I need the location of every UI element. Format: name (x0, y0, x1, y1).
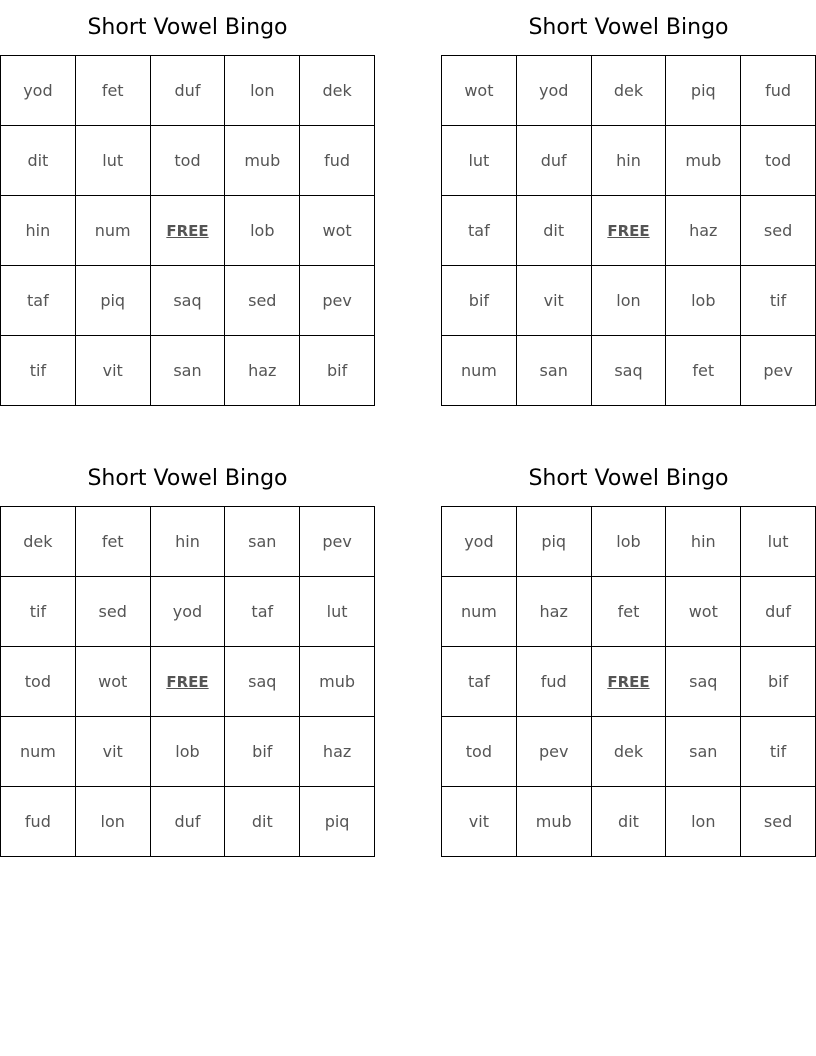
bingo-cell: fet (592, 577, 667, 647)
bingo-cell: lut (300, 577, 375, 647)
bingo-cell: tod (741, 126, 816, 196)
bingo-cell: fud (741, 56, 816, 126)
bingo-cell: pev (300, 507, 375, 577)
bingo-cell: vit (76, 717, 151, 787)
bingo-cell: dek (300, 56, 375, 126)
bingo-cell: duf (741, 577, 816, 647)
bingo-cell: yod (442, 507, 517, 577)
bingo-cell: san (225, 507, 300, 577)
bingo-cell: saq (666, 647, 741, 717)
bingo-cell: yod (517, 56, 592, 126)
bingo-cell: piq (666, 56, 741, 126)
bingo-cell: piq (517, 507, 592, 577)
bingo-cell: tod (442, 717, 517, 787)
bingo-cell: taf (225, 577, 300, 647)
bingo-cell: hin (666, 507, 741, 577)
bingo-cell: tod (151, 126, 226, 196)
card-title: Short Vowel Bingo (528, 15, 729, 40)
bingo-cell: mub (517, 787, 592, 857)
bingo-cell: saq (592, 336, 667, 406)
bingo-cell: wot (300, 196, 375, 266)
bingo-cell: fud (517, 647, 592, 717)
bingo-cell: num (442, 336, 517, 406)
bingo-cell: bif (300, 336, 375, 406)
bingo-cell: piq (300, 787, 375, 857)
bingo-cell: dek (592, 56, 667, 126)
bingo-cell: num (442, 577, 517, 647)
bingo-cell: fet (666, 336, 741, 406)
bingo-cell: dek (1, 507, 76, 577)
bingo-cell: san (151, 336, 226, 406)
bingo-cell: hin (151, 507, 226, 577)
bingo-cell: lon (225, 56, 300, 126)
bingo-cell: dit (517, 196, 592, 266)
bingo-cell: num (76, 196, 151, 266)
bingo-cell: saq (225, 647, 300, 717)
bingo-cell: taf (1, 266, 76, 336)
bingo-cell: haz (225, 336, 300, 406)
bingo-cell: dit (225, 787, 300, 857)
bingo-cell: sed (225, 266, 300, 336)
bingo-cell: wot (666, 577, 741, 647)
bingo-cell: sed (741, 787, 816, 857)
bingo-card-1 (0, 0, 375, 406)
bingo-cell: vit (517, 266, 592, 336)
bingo-cell: lon (592, 266, 667, 336)
free-space-cell: FREE (592, 647, 667, 717)
bingo-cell: saq (151, 266, 226, 336)
bingo-cell: duf (151, 787, 226, 857)
bingo-cell: tod (1, 647, 76, 717)
bingo-cell: mub (300, 647, 375, 717)
bingo-cell: pev (517, 717, 592, 787)
free-space-cell: FREE (592, 196, 667, 266)
bingo-cell: tif (741, 266, 816, 336)
bingo-cell: wot (76, 647, 151, 717)
bingo-cell: pev (300, 266, 375, 336)
bingo-cell: yod (151, 577, 226, 647)
bingo-cell: lon (666, 787, 741, 857)
bingo-cell: duf (151, 56, 226, 126)
bingo-cell: sed (76, 577, 151, 647)
bingo-cell: sed (741, 196, 816, 266)
bingo-cell: lob (592, 507, 667, 577)
bingo-cell: lob (666, 266, 741, 336)
bingo-cell: lut (741, 507, 816, 577)
bingo-cell: fud (1, 787, 76, 857)
bingo-cell: taf (442, 647, 517, 717)
bingo-cell: tif (1, 336, 76, 406)
bingo-cell: tif (741, 717, 816, 787)
bingo-cell: bif (442, 266, 517, 336)
bingo-cell: num (1, 717, 76, 787)
bingo-cell: lut (442, 126, 517, 196)
bingo-grid (0, 55, 375, 406)
bingo-grid (441, 506, 816, 857)
bingo-cell: lob (151, 717, 226, 787)
bingo-cell: tif (1, 577, 76, 647)
bingo-cell: hin (592, 126, 667, 196)
bingo-cell: fet (76, 507, 151, 577)
bingo-cell: lon (76, 787, 151, 857)
bingo-cell: dek (592, 717, 667, 787)
bingo-cell: dit (592, 787, 667, 857)
card-title: Short Vowel Bingo (87, 15, 288, 40)
bingo-cell: wot (442, 56, 517, 126)
bingo-card-4 (441, 451, 816, 857)
card-title: Short Vowel Bingo (87, 466, 288, 491)
bingo-cell: vit (76, 336, 151, 406)
bingo-cell: mub (666, 126, 741, 196)
bingo-card-3 (0, 451, 375, 857)
card-title: Short Vowel Bingo (528, 466, 729, 491)
bingo-cell: lob (225, 196, 300, 266)
bingo-cell: mub (225, 126, 300, 196)
bingo-cell: vit (442, 787, 517, 857)
bingo-cell: bif (225, 717, 300, 787)
bingo-grid (0, 506, 375, 857)
bingo-grid (441, 55, 816, 406)
bingo-cell: lut (76, 126, 151, 196)
bingo-cell: dit (1, 126, 76, 196)
bingo-cell: hin (1, 196, 76, 266)
bingo-cell: taf (442, 196, 517, 266)
bingo-cell: fud (300, 126, 375, 196)
bingo-cell: piq (76, 266, 151, 336)
bingo-cell: haz (300, 717, 375, 787)
bingo-cell: san (666, 717, 741, 787)
free-space-cell: FREE (151, 647, 226, 717)
bingo-cell: yod (1, 56, 76, 126)
bingo-cell: pev (741, 336, 816, 406)
bingo-card-2 (441, 0, 816, 406)
bingo-cell: san (517, 336, 592, 406)
free-space-cell: FREE (151, 196, 226, 266)
bingo-cell: haz (666, 196, 741, 266)
bingo-cell: fet (76, 56, 151, 126)
bingo-cell: haz (517, 577, 592, 647)
bingo-cell: bif (741, 647, 816, 717)
bingo-cell: duf (517, 126, 592, 196)
